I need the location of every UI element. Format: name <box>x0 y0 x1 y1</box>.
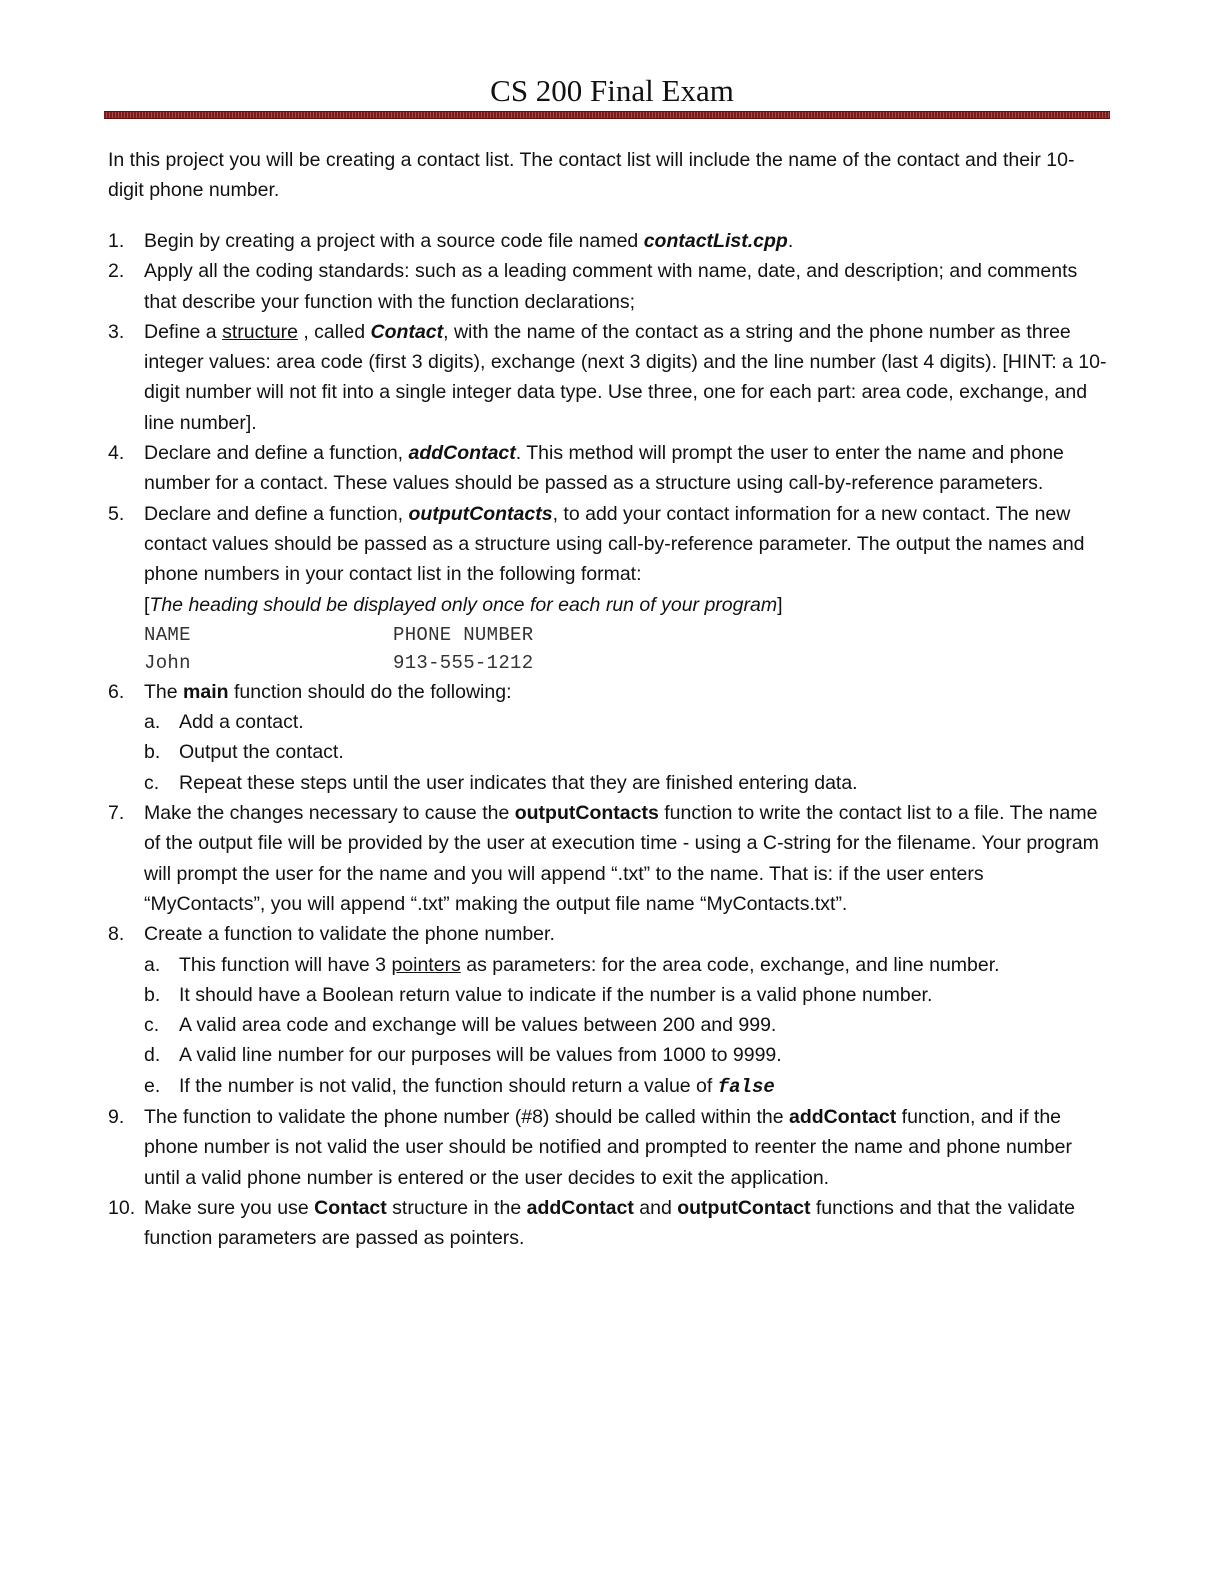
function-name: addContact <box>789 1106 897 1129</box>
list-item: 4. Declare and define a function, addContact. This method will prompt the user to enter the name and phone number for a contact. These values should be passed as a structure using call-by-reference parameters. <box>108 438 1108 499</box>
column-header-phone: PHONE NUMBER <box>393 623 534 646</box>
format-note: [The heading should be displayed only once for each run of your program] <box>144 593 783 616</box>
column-header-name: NAME <box>144 623 191 646</box>
sub-letter: c. <box>144 771 160 794</box>
title-divider <box>104 111 1110 119</box>
sub-item: b. It should have a Boolean return value to indicate if the number is a valid phone number. <box>108 980 1108 1010</box>
sub-letter: c. <box>144 1014 160 1037</box>
list-item: 6. The main function should do the following: <box>108 677 1108 707</box>
item-number: 2. <box>108 260 125 283</box>
sub-item: d. A valid line number for our purposes will be values from 1000 to 9999. <box>108 1040 1108 1070</box>
struct-name: Contact <box>370 320 444 343</box>
item-number: 9. <box>108 1106 125 1129</box>
item-number: 5. <box>108 502 125 525</box>
false-keyword: false <box>717 1075 775 1098</box>
underlined-term: structure <box>222 320 298 343</box>
list-item: 8. Create a function to validate the phone number. <box>108 919 1108 949</box>
sub-letter: d. <box>144 1044 161 1067</box>
item-number: 7. <box>108 802 125 825</box>
list-item: 1. Begin by creating a project with a source code file named contactList.cpp. <box>108 226 1108 256</box>
list-item: 7. Make the changes necessary to cause the outputContacts function to write the contact list to a file. The name of the output file will be provided by the user at execution time - using a C-string for the filename. Your program will prompt the user for the name and you will append “.txt” to the name. That is: if the user enters “MyContacts”, you will append “.txt” making the output file name “MyContacts.txt”. <box>108 798 1108 919</box>
sub-letter: b. <box>144 741 161 764</box>
sub-item: c. A valid area code and exchange will be values between 200 and 999. <box>108 1010 1108 1040</box>
function-name: main <box>183 680 229 703</box>
list-item: 3. Define a structure , called Contact, with the name of the contact as a string and the phone number as three integer values: area code (first 3 digits), exchange (next 3 digits) and the line number (last 4 digits). [HINT: a 10-digit number will not fit into a single integer data type. Use three, one for each part: area code, exchange, and line number]. <box>108 317 1108 438</box>
sample-name: John <box>144 652 191 675</box>
function-name: addContact <box>408 442 516 465</box>
sub-item: c. Repeat these steps until the user indicates that they are finished entering data. <box>108 768 1108 798</box>
sub-letter: e. <box>144 1074 161 1097</box>
function-name: outputContact <box>677 1196 811 1219</box>
intro-paragraph: In this project you will be creating a contact list. The contact list will include the name of the contact and their 10-digit phone number. <box>108 149 1075 201</box>
function-name: addContact <box>526 1196 634 1219</box>
sub-item: a. Add a contact. <box>108 707 1108 737</box>
item-number: 3. <box>108 320 125 343</box>
sub-item: a. This function will have 3 pointers as parameters: for the area code, exchange, and line number. <box>108 950 1108 980</box>
list-item: 10. Make sure you use Contact structure in the addContact and outputContact functions and that the validate function parameters are passed as pointers. <box>108 1193 1108 1254</box>
sub-letter: a. <box>144 953 161 976</box>
item-number: 4. <box>108 442 125 465</box>
item-number: 6. <box>108 680 125 703</box>
instruction-list <box>108 226 1108 1254</box>
function-name: outputContacts <box>514 802 659 825</box>
sub-item: b. Output the contact. <box>108 737 1108 767</box>
item-number: 1. <box>108 230 125 252</box>
sample-table-row <box>108 648 1108 677</box>
list-item: 9. The function to validate the phone number (#8) should be called within the addContact function, and if the phone number is not valid the user should be notified and prompted to reenter the name and phone number until a valid phone number is entered or the user decides to exit the application. <box>108 1102 1108 1193</box>
item-number: 10. <box>108 1196 136 1219</box>
sub-letter: b. <box>144 983 161 1006</box>
underlined-term: pointers <box>391 953 461 976</box>
item-number: 8. <box>108 923 125 946</box>
list-item: 2. Apply all the coding standards: such as a leading comment with name, date, and description; and comments that describe your function with the function declarations; <box>108 256 1108 317</box>
sample-phone: 913-555-1212 <box>393 652 534 675</box>
sub-item: e. If the number is not valid, the function should return a value of false <box>108 1071 1108 1102</box>
page-title: CS 200 Final Exam <box>490 73 734 108</box>
filename-text: contactList.cpp <box>643 230 788 252</box>
function-name: outputContacts <box>408 502 553 525</box>
sample-table-header <box>108 620 1108 649</box>
list-item: 5. Declare and define a function, outputContacts, to add your contact information for a new contact. The new contact values should be passed as a structure using call-by-reference parameter. The output the names and phone numbers in your contact list in the following format: [The heading should be displayed only once for each run of your program] <box>108 499 1108 620</box>
struct-name: Contact <box>314 1196 387 1219</box>
sub-letter: a. <box>144 711 161 734</box>
